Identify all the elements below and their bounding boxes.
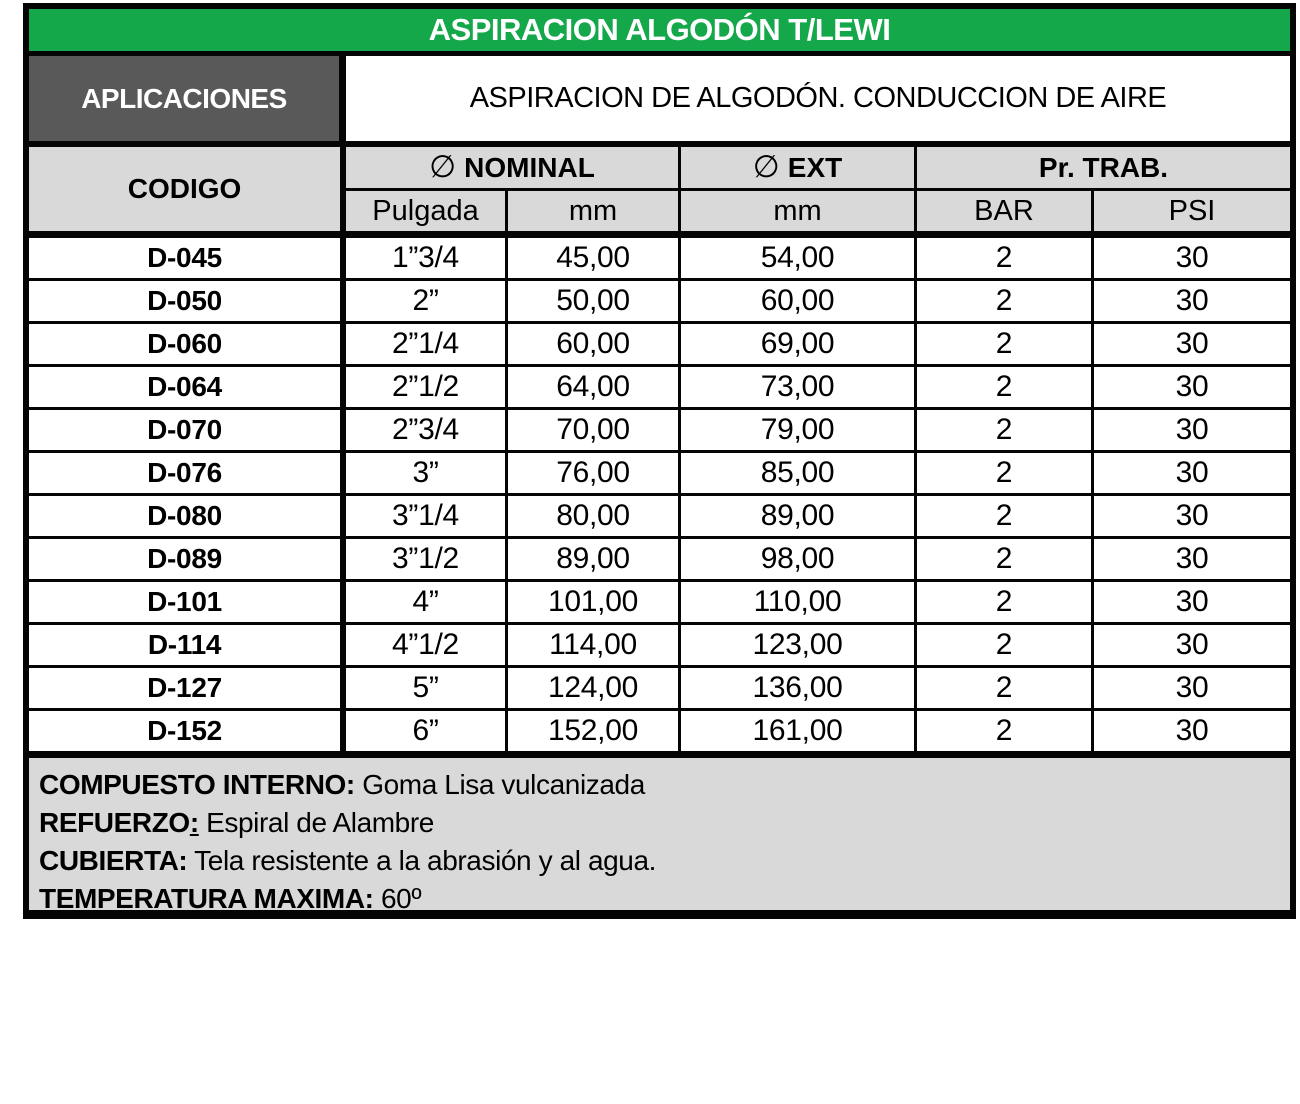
column-header-codigo: CODIGO <box>29 147 346 231</box>
cell-codigo: D-127 <box>29 668 346 711</box>
cell-psi: 30 <box>1094 367 1290 410</box>
cell-mm-ext: 60,00 <box>681 281 917 324</box>
column-header-nominal-label: NOMINAL <box>464 151 595 183</box>
applications-label: APLICACIONES <box>29 56 346 141</box>
cell-pulgada: 2”1/2 <box>346 367 508 410</box>
spec-line-cubierta <box>39 842 1280 880</box>
spec-value: Tela resistente a la abrasión y al agua. <box>187 845 657 876</box>
cell-mm-nominal: 76,00 <box>508 453 681 496</box>
cell-mm-nominal: 89,00 <box>508 539 681 582</box>
spec-label-colon: : <box>189 807 199 838</box>
column-subheaders-nominal <box>346 191 681 231</box>
column-header-ext <box>681 147 917 191</box>
cell-mm-nominal: 45,00 <box>508 238 681 281</box>
cell-bar: 2 <box>917 496 1094 539</box>
column-header-psi: PSI <box>1168 194 1216 227</box>
cell-pulgada: 6” <box>346 711 508 751</box>
table-header <box>29 147 1290 238</box>
cell-codigo: D-080 <box>29 496 346 539</box>
cell-pulgada: 2”3/4 <box>346 410 508 453</box>
cell-pulgada: 2”1/4 <box>346 324 508 367</box>
cell-bar: 2 <box>917 711 1094 751</box>
column-header-nominal <box>346 147 681 191</box>
cell-pulgada: 4” <box>346 582 508 625</box>
cell-mm-nominal: 64,00 <box>508 367 681 410</box>
cell-bar: 2 <box>917 238 1094 281</box>
cell-mm-ext: 136,00 <box>681 668 917 711</box>
cell-psi: 30 <box>1094 539 1290 582</box>
spec-value: Goma Lisa vulcanizada <box>354 769 645 800</box>
diameter-symbol: ∅ <box>429 148 457 184</box>
table-row <box>29 281 1290 324</box>
cell-bar: 2 <box>917 539 1094 582</box>
cell-mm-ext: 161,00 <box>681 711 917 751</box>
table-row <box>29 324 1290 367</box>
cell-psi: 30 <box>1094 324 1290 367</box>
cell-psi: 30 <box>1094 453 1290 496</box>
table-row <box>29 453 1290 496</box>
cell-psi: 30 <box>1094 410 1290 453</box>
cell-pulgada: 3”1/4 <box>346 496 508 539</box>
cell-mm-ext: 73,00 <box>681 367 917 410</box>
applications-row <box>29 56 1290 147</box>
cell-mm-ext: 110,00 <box>681 582 917 625</box>
specs-footer <box>29 758 1290 914</box>
cell-pulgada: 4”1/2 <box>346 625 508 668</box>
cell-codigo: D-064 <box>29 367 346 410</box>
cell-psi: 30 <box>1094 582 1290 625</box>
cell-psi: 30 <box>1094 496 1290 539</box>
spec-line-refuerzo <box>39 804 1280 842</box>
column-subheaders-ext <box>681 191 917 231</box>
cell-codigo: D-101 <box>29 582 346 625</box>
table-row <box>29 496 1290 539</box>
spec-label: COMPUESTO INTERNO: <box>39 769 355 800</box>
column-header-mm-nominal: mm <box>508 191 681 231</box>
datasheet-table <box>23 3 1296 919</box>
cell-codigo: D-114 <box>29 625 346 668</box>
table-row <box>29 367 1290 410</box>
cell-mm-nominal: 50,00 <box>508 281 681 324</box>
spec-line-temperatura <box>39 880 1280 918</box>
spec-value: Espiral de Alambre <box>198 807 434 838</box>
column-header-ext-label: EXT <box>787 151 843 183</box>
cell-pulgada: 3”1/2 <box>346 539 508 582</box>
column-group-ext <box>681 147 917 231</box>
cell-bar: 2 <box>917 367 1094 410</box>
cell-pulgada: 3” <box>346 453 508 496</box>
cell-codigo: D-076 <box>29 453 346 496</box>
spec-value: 60º <box>373 883 422 914</box>
spec-label: CUBIERTA: <box>39 845 188 876</box>
cell-mm-ext: 85,00 <box>681 453 917 496</box>
column-header-pulgada: Pulgada <box>346 191 508 231</box>
table-row <box>29 582 1290 625</box>
cell-psi: 30 <box>1094 238 1290 281</box>
cell-psi: 30 <box>1094 668 1290 711</box>
cell-mm-nominal: 152,00 <box>508 711 681 751</box>
cell-bar: 2 <box>917 453 1094 496</box>
page-title-text: ASPIRACION ALGODÓN T/LEWI <box>428 12 891 47</box>
cell-psi: 30 <box>1094 625 1290 668</box>
table-row <box>29 410 1290 453</box>
column-group-nominal <box>346 147 681 231</box>
diameter-symbol: ∅ <box>752 148 780 184</box>
column-header-mm-ext: mm <box>681 191 917 231</box>
cell-bar: 2 <box>917 582 1094 625</box>
applications-value: ASPIRACION DE ALGODÓN. CONDUCCION DE AIRE <box>346 56 1290 141</box>
cell-mm-ext: 54,00 <box>681 238 917 281</box>
cell-codigo: D-070 <box>29 410 346 453</box>
column-subheaders-pr-trab <box>917 191 1290 231</box>
cell-bar: 2 <box>917 281 1094 324</box>
cell-codigo: D-050 <box>29 281 346 324</box>
cell-bar: 2 <box>917 625 1094 668</box>
cell-psi: 30 <box>1094 281 1290 324</box>
cell-mm-nominal: 101,00 <box>508 582 681 625</box>
table-row <box>29 668 1290 711</box>
table-row <box>29 625 1290 668</box>
cell-codigo: D-089 <box>29 539 346 582</box>
cell-bar: 2 <box>917 410 1094 453</box>
cell-mm-ext: 98,00 <box>681 539 917 582</box>
table-row <box>29 711 1290 751</box>
cell-mm-nominal: 60,00 <box>508 324 681 367</box>
table-row <box>29 238 1290 281</box>
table-row <box>29 539 1290 582</box>
cell-mm-nominal: 114,00 <box>508 625 681 668</box>
cell-mm-ext: 79,00 <box>681 410 917 453</box>
column-group-pr-trab <box>917 147 1290 231</box>
spec-line-compuesto <box>39 766 1280 804</box>
spec-label: TEMPERATURA MAXIMA: <box>39 883 374 914</box>
cell-mm-ext: 123,00 <box>681 625 917 668</box>
cell-mm-nominal: 70,00 <box>508 410 681 453</box>
cell-bar: 2 <box>917 324 1094 367</box>
cell-mm-ext: 89,00 <box>681 496 917 539</box>
cell-mm-nominal: 124,00 <box>508 668 681 711</box>
page-title <box>29 9 1290 56</box>
cell-bar: 2 <box>917 668 1094 711</box>
cell-codigo: D-152 <box>29 711 346 751</box>
cell-mm-nominal: 80,00 <box>508 496 681 539</box>
spec-label: REFUERZO <box>39 807 190 838</box>
cell-mm-ext: 69,00 <box>681 324 917 367</box>
column-header-bar: BAR <box>917 191 1094 231</box>
cell-codigo: D-060 <box>29 324 346 367</box>
column-header-pr-trab: Pr. TRAB. <box>917 147 1290 191</box>
cell-pulgada: 2” <box>346 281 508 324</box>
cell-codigo: D-045 <box>29 238 346 281</box>
cell-pulgada: 1”3/4 <box>346 238 508 281</box>
cell-pulgada: 5” <box>346 668 508 711</box>
table-body <box>29 238 1290 758</box>
cell-psi: 30 <box>1094 711 1290 751</box>
